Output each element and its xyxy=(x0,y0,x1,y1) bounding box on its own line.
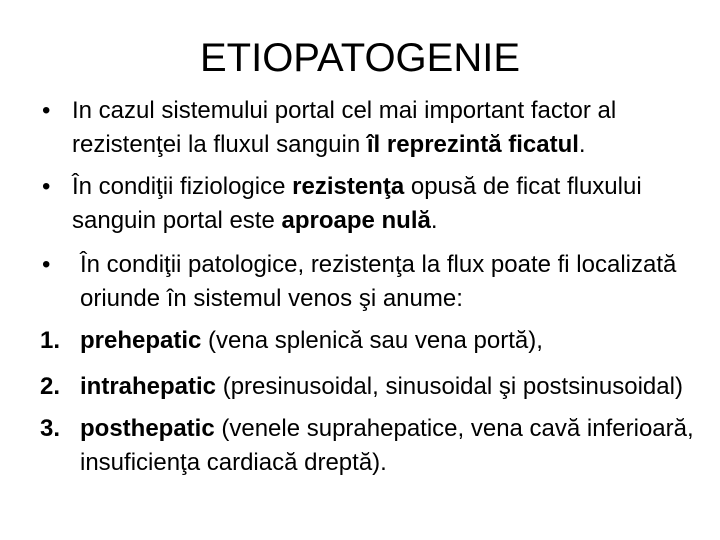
numbered-text xyxy=(40,370,700,404)
numbered-item xyxy=(40,412,700,480)
text-run: (vena splenică sau vena portă), xyxy=(201,327,543,354)
bullet-text: În condiţii patologice, rezistenţa la flux poate fi localizată oriunde în sistemul venos şi anume: xyxy=(80,251,677,312)
slide-content xyxy=(40,94,700,480)
bullet-marker: • xyxy=(42,251,51,278)
text-run: În condiţii fiziologice xyxy=(72,173,293,200)
bullet-marker: • xyxy=(42,173,51,200)
numbered-text xyxy=(40,324,700,358)
text-run: In cazul sistemului portal cel mai important factor al rezistenţei la fluxul sanguin xyxy=(72,97,617,158)
bullet-text xyxy=(40,94,700,162)
bold-text-run: rezistenţa xyxy=(292,173,405,200)
text-run: (presinusoidal, sinusoidal şi postsinusoidal) xyxy=(216,373,683,400)
number-marker: 1. xyxy=(40,327,61,354)
bullet-item xyxy=(40,248,700,316)
bold-text-run: posthepatic xyxy=(80,415,215,442)
bold-text-run: intrahepatic xyxy=(80,373,217,400)
slide-title: ETIOPATOGENIE xyxy=(199,36,521,80)
bullet-item xyxy=(40,94,700,162)
numbered-text xyxy=(40,412,700,480)
bold-text-run: prehepatic xyxy=(80,327,202,354)
numbered-item xyxy=(40,370,700,404)
number-marker: 3. xyxy=(40,415,61,442)
bullet-item xyxy=(40,170,700,238)
bold-text-run: îl reprezintă ficatul xyxy=(366,131,579,158)
text-run: (venele suprahepatice, vena cavă inferioară, insuficienţa cardiacă dreptă). xyxy=(80,415,694,476)
text-run: . xyxy=(430,207,438,234)
bullet-text xyxy=(40,170,700,238)
number-marker: 2. xyxy=(40,373,61,400)
text-run: . xyxy=(578,131,586,158)
text-run: opusă de ficat fluxului sanguin portal este xyxy=(72,173,642,234)
numbered-item xyxy=(40,324,700,358)
bullet-marker: • xyxy=(42,97,51,124)
bold-text-run: aproape nulă xyxy=(281,207,431,234)
